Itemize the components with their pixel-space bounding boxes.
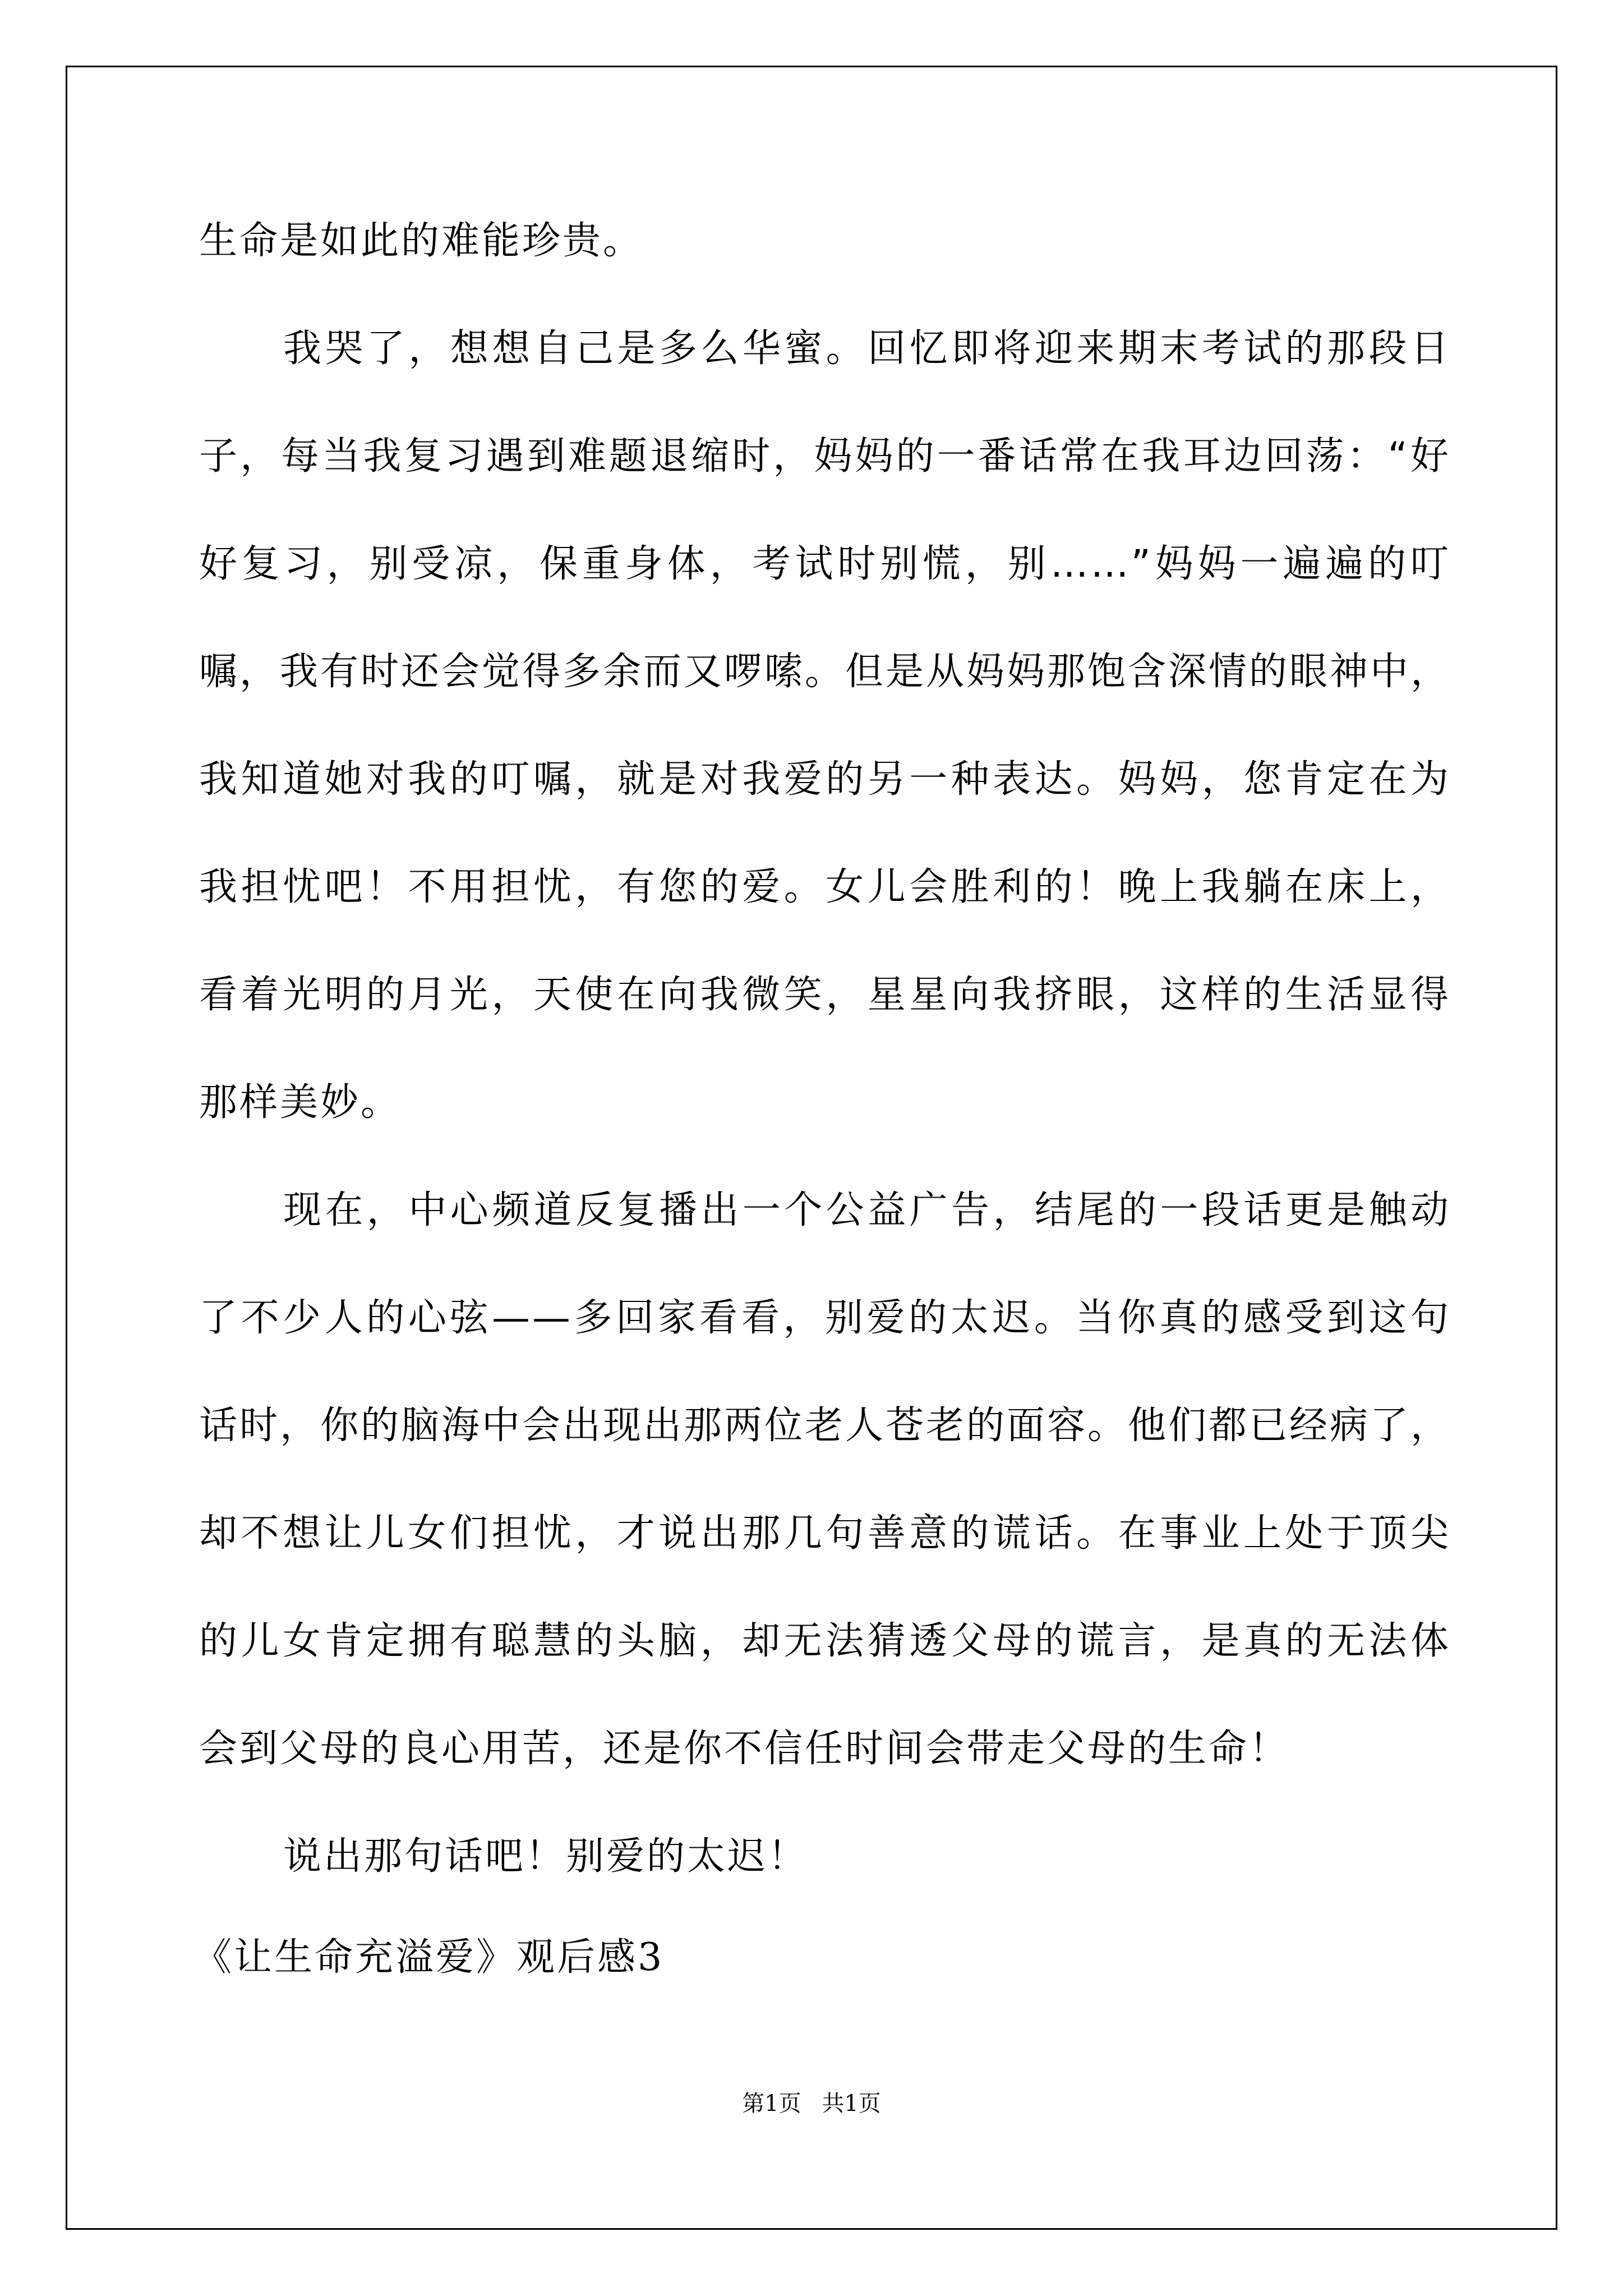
- text-line: 却不想让儿女们担忧，才说出那几句善意的谎话。在事业上处于顶尖: [199, 1511, 1451, 1556]
- text-line: 现在，中心频道反复播出一个公益广告，结尾的一段话更是触动: [283, 1188, 1451, 1232]
- text-line: 的儿女肯定拥有聪慧的头脑，却无法猜透父母的谎言，是真的无法体: [199, 1619, 1451, 1663]
- text-line: 嘱，我有时还会觉得多余而又啰嗦。但是从妈妈那饱含深情的眼神中，: [199, 650, 1451, 694]
- text-line: 我担忧吧！不用担忧，有您的爱。女儿会胜利的！晚上我躺在床上，: [199, 865, 1451, 909]
- text-line: 生命是如此的难能珍贵。: [199, 219, 644, 263]
- page-footer: 第1页 共1页: [742, 2091, 881, 2116]
- text-line: 了不少人的心弦——多回家看看，别爱的太迟。当你真的感受到这句: [199, 1296, 1451, 1340]
- text-line: 我哭了，想想自己是多么华蜜。回忆即将迎来期末考试的那段日: [283, 326, 1451, 371]
- text-line: 会到父母的良心用苦，还是你不信任时间会带走父母的生命！: [199, 1727, 1290, 1771]
- page-frame: [66, 66, 1557, 2230]
- text-line: 好复习，别受凉，保重身体，考试时别慌，别……”妈妈一遍遍的叮: [199, 542, 1451, 586]
- text-line: 那样美妙。: [199, 1080, 402, 1125]
- text-line: 说出那句话吧！别爱的太迟！: [283, 1834, 809, 1879]
- text-line: 子，每当我复习遇到难题退缩时，妈妈的一番话常在我耳边回荡：“好: [199, 434, 1451, 478]
- text-line: 我知道她对我的叮嘱，就是对我爱的另一种表达。妈妈，您肯定在为: [199, 757, 1451, 802]
- section-heading: 《让生命充溢爱》观后感3: [193, 1935, 665, 1980]
- text-line: 看着光明的月光，天使在向我微笑，星星向我挤眼，这样的生活显得: [199, 973, 1451, 1017]
- text-line: 话时，你的脑海中会出现出那两位老人苍老的面容。他们都已经病了，: [199, 1404, 1451, 1448]
